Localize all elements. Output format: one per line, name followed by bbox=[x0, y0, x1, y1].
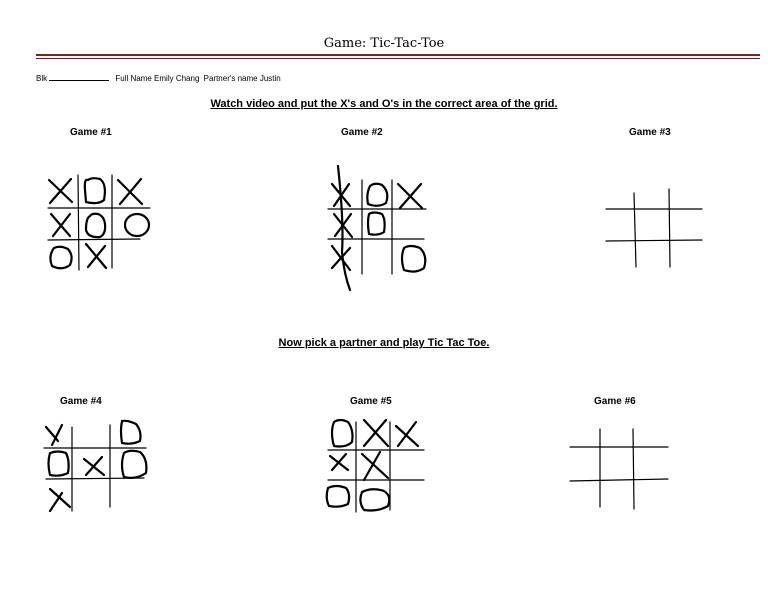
x-mark bbox=[362, 452, 388, 480]
x-mark bbox=[330, 454, 348, 470]
blk-blank[interactable] bbox=[49, 73, 109, 81]
x-mark bbox=[332, 246, 350, 270]
game-5-board[interactable] bbox=[320, 412, 435, 517]
x-mark bbox=[51, 214, 70, 236]
game-1-label: Game #1 bbox=[70, 127, 112, 138]
o-mark bbox=[85, 178, 105, 203]
o-mark bbox=[122, 451, 146, 478]
game-5-label: Game #5 bbox=[350, 396, 392, 407]
x-mark bbox=[118, 179, 142, 204]
blk-label: Blk bbox=[36, 74, 48, 83]
watch-instruction: Watch video and put the X's and O's in the correct area of the grid. bbox=[210, 98, 558, 110]
page-title: Game: Tic-Tac-Toe bbox=[323, 36, 445, 51]
o-mark bbox=[327, 486, 349, 507]
game-6-board[interactable] bbox=[566, 425, 676, 515]
x-mark bbox=[84, 457, 104, 475]
student-info-line bbox=[36, 73, 281, 83]
o-mark bbox=[360, 489, 389, 510]
x-mark bbox=[50, 489, 70, 511]
o-mark bbox=[49, 452, 69, 476]
o-mark bbox=[125, 214, 149, 236]
x-mark bbox=[86, 244, 106, 268]
o-mark bbox=[332, 420, 353, 447]
grid bbox=[606, 189, 702, 267]
grid bbox=[570, 429, 668, 509]
x-mark bbox=[398, 184, 422, 208]
header-rule-thin bbox=[36, 58, 760, 59]
o-mark bbox=[368, 213, 385, 235]
game-4-board[interactable] bbox=[40, 415, 160, 525]
o-mark bbox=[50, 247, 71, 269]
full-name-field: Full Name Emily Chang bbox=[115, 74, 200, 83]
o-mark bbox=[121, 421, 141, 444]
game-2-board[interactable] bbox=[320, 162, 435, 292]
o-mark bbox=[86, 214, 105, 237]
partner-instruction: Now pick a partner and play Tic Tac Toe. bbox=[278, 337, 490, 349]
o-mark bbox=[402, 246, 425, 272]
header-rule-thick bbox=[36, 54, 760, 56]
game-3-board[interactable] bbox=[600, 185, 710, 275]
x-mark bbox=[49, 179, 72, 203]
game-2-label: Game #2 bbox=[341, 127, 383, 138]
x-mark bbox=[364, 420, 388, 446]
partner-name-field: Partner's name Justin bbox=[203, 74, 281, 83]
x-mark bbox=[396, 422, 418, 446]
game-6-label: Game #6 bbox=[594, 396, 636, 407]
game-3-label: Game #3 bbox=[629, 127, 671, 138]
x-mark bbox=[46, 425, 62, 445]
game-1-board[interactable] bbox=[40, 170, 160, 280]
game-4-label: Game #4 bbox=[60, 396, 102, 407]
o-mark bbox=[367, 184, 387, 206]
